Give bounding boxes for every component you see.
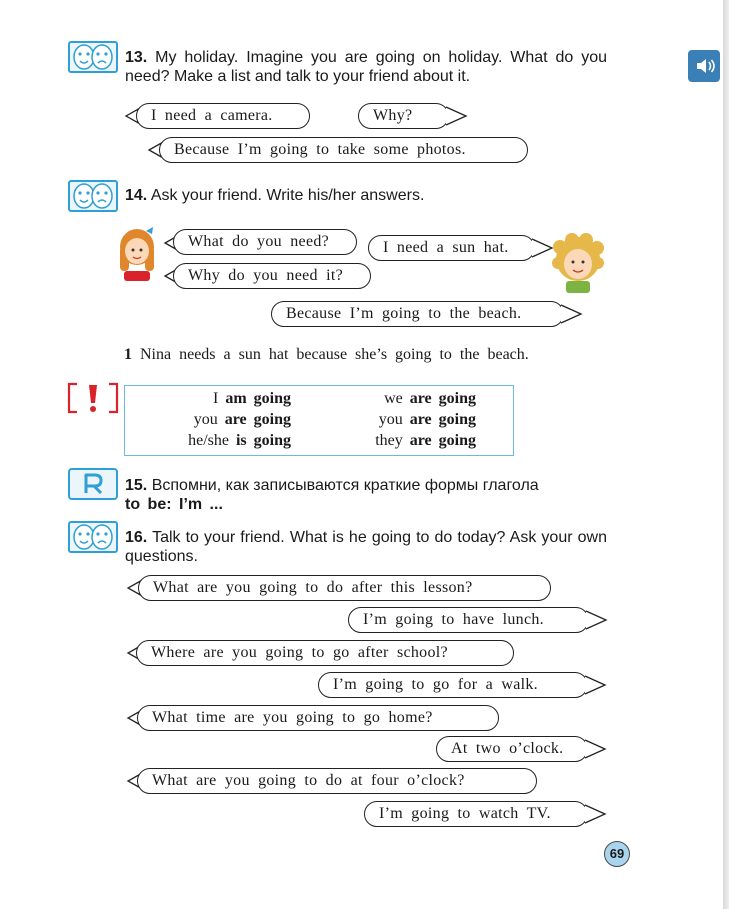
bubble-tail <box>583 675 607 695</box>
ex13-instruction-text: My holiday. Imagine you are going on holiday. What do you need? Make a list and talk to your friend about it. <box>125 49 607 85</box>
ex14-bubble-4: Because I’m going to the beach. <box>271 301 564 327</box>
theatre-masks-icon <box>70 182 116 210</box>
ex13-instruction <box>125 48 607 86</box>
bubble-tail <box>583 739 607 759</box>
bubble-tail <box>584 610 608 630</box>
theatre-masks-icon <box>70 523 116 551</box>
speaker-icon <box>688 50 720 82</box>
ex16-bubble-4: I’m going to go for a walk. <box>318 672 588 698</box>
bubble-tail <box>559 304 583 324</box>
grammar-row-2-left: you are going <box>193 411 291 428</box>
ex16-number: 16. <box>125 529 148 546</box>
ex15-form: to be: I’m ... <box>125 496 223 513</box>
ex14-instruction-text: Ask your friend. Write his/her answers. <box>150 187 425 204</box>
ex16-instruction-text: Talk to your friend. What is he going to do today? Ask your own questions. <box>125 529 608 565</box>
page-edge <box>723 0 729 909</box>
ex14-bubble-3: Why do you need it? <box>173 263 371 289</box>
ex16-bubble-7: What are you going to do at four o’clock? <box>137 768 537 794</box>
ex14-bubble-1: What do you need? <box>173 229 357 255</box>
pair-work-icon <box>68 41 118 73</box>
ex14-answer-number: 1 <box>124 346 132 363</box>
theatre-masks-icon <box>70 43 116 71</box>
page-number: 69 <box>604 841 630 867</box>
ex13-bubble-2: Why? <box>358 103 449 129</box>
ex16-bubble-8: I’m going to watch TV. <box>364 801 588 827</box>
ex14-number: 14. <box>125 187 148 204</box>
ex16-bubble-1: What are you going to do after this lesson? <box>138 575 551 601</box>
pair-work-icon <box>68 180 118 212</box>
grammar-row-1-left: I am going <box>213 390 291 407</box>
grammar-row-2-right: you are going <box>378 411 476 428</box>
ex14-bubble-2: I need a sun hat. <box>368 235 535 261</box>
ex13-bubble-1: I need a camera. <box>136 103 310 129</box>
ex16-bubble-3: Where are you going to go after school? <box>136 640 514 666</box>
bubble-tail <box>444 106 468 126</box>
bubble-tail <box>583 804 607 824</box>
ex15-instruction-text: Вспомни, как записываются краткие формы глагола <box>151 477 539 494</box>
exclamation-icon <box>67 382 119 414</box>
ex13-bubble-3: Because I’m going to take some photos. <box>159 137 528 163</box>
ex14-answer-text: Nina needs a sun hat because she’s going to the beach. <box>140 346 529 363</box>
ex14-instruction <box>125 186 607 205</box>
ex14-answer <box>124 345 607 364</box>
letter-r-icon <box>68 468 118 500</box>
grammar-row-1-right: we are going <box>384 390 476 407</box>
grammar-row-3-right: they are going <box>375 432 476 449</box>
ex16-bubble-2: I’m going to have lunch. <box>348 607 589 633</box>
ex16-instruction <box>125 528 607 566</box>
audio-button[interactable] <box>688 50 720 82</box>
boy-illustration <box>546 231 610 295</box>
girl-illustration <box>114 225 160 281</box>
grammar-row-3-left: he/she is going <box>188 432 291 449</box>
pair-work-icon <box>68 521 118 553</box>
ex15-number: 15. <box>125 477 148 494</box>
ex13-number: 13. <box>125 49 148 66</box>
ex16-bubble-5: What time are you going to go home? <box>137 705 499 731</box>
ex15-instruction <box>125 476 607 495</box>
ex16-bubble-6: At two o’clock. <box>436 736 588 762</box>
